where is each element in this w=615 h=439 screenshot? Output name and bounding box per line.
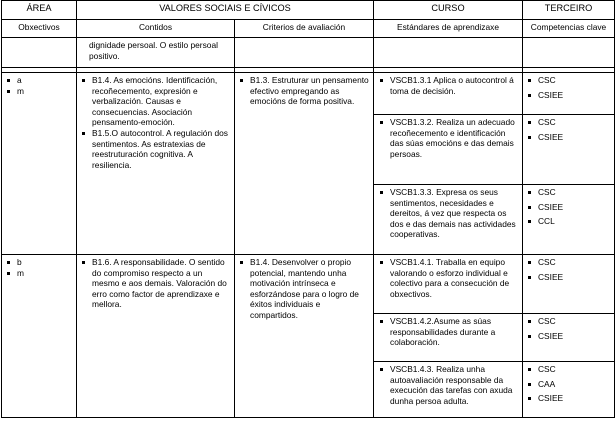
criteria-cell xyxy=(235,255,374,418)
competences-cell xyxy=(523,115,615,185)
table-row xyxy=(2,73,615,115)
criteria-cell xyxy=(235,73,374,255)
curriculum-table xyxy=(1,0,615,418)
competences-cell xyxy=(523,255,615,314)
table-row xyxy=(2,255,615,314)
competences-cell xyxy=(523,314,615,362)
contents-cell xyxy=(77,255,235,418)
criteria-item: B1.3. Estruturar un pensamento efectivo empregando as emocións de forma positiva. xyxy=(239,75,369,107)
competence-item: CCL xyxy=(527,216,610,227)
standard-item: VSCB1.3.3. Expresa os seus sentimentos, necesidades e dereitos, á vez que respecta os dos e das demais nas actividades cooperativas. xyxy=(379,187,518,240)
objectives-cell xyxy=(2,73,77,255)
objective-item: b xyxy=(6,257,72,268)
objective-item: a xyxy=(6,75,72,86)
competence-item: CAA xyxy=(527,379,610,390)
standard-cell xyxy=(374,362,523,418)
area-label: ÁREA xyxy=(2,1,77,20)
col-contents: Contidos xyxy=(77,20,235,38)
col-criteria: Criterios de avaliación xyxy=(235,20,374,38)
competence-item: CSIEE xyxy=(527,90,610,101)
competence-item: CSC xyxy=(527,316,610,327)
objective-item: m xyxy=(6,86,72,97)
competence-item: CSC xyxy=(527,364,610,375)
course-label: CURSO xyxy=(374,1,523,20)
contents-cell xyxy=(77,73,235,255)
course-value: TERCEIRO xyxy=(523,1,615,20)
continuation-row xyxy=(2,38,615,68)
standard-cell xyxy=(374,314,523,362)
standard-item: VSCB1.4.2.Asume as súas responsabilidades durante a colaboración. xyxy=(379,316,518,348)
competences-cell xyxy=(523,362,615,418)
competence-item: CSIEE xyxy=(527,272,610,283)
content-item: B1.6. A responsabilidade. O sentido do compromiso respecto a un mesmo e aos demais. Valoración do erro como factor de aprendizaxe e mellora. xyxy=(81,257,230,310)
standard-item: VSCB1.3.1 Aplica o autocontrol á toma de decisión. xyxy=(379,75,518,96)
subject-title: VALORES SOCIAIS E CÍVICOS xyxy=(77,1,374,20)
objectives-cell xyxy=(2,255,77,418)
competences-cell xyxy=(523,73,615,115)
content-item: B1.4. As emocións. Identificación, recoñecemento, expresión e verbalización. Causas e consecuencias. Asociación pensamento-emoción. xyxy=(81,75,230,128)
col-competences: Competencias clave xyxy=(523,20,615,38)
competence-item: CSC xyxy=(527,187,610,198)
contents-continuation: dignidade persoal. O estilo persoal positivo. xyxy=(77,38,235,68)
standard-cell xyxy=(374,115,523,185)
competences-cell xyxy=(523,185,615,255)
competence-item: CSIEE xyxy=(527,132,610,143)
competence-item: CSC xyxy=(527,257,610,268)
standard-item: VSCB1.4.3. Realiza unha autoavaliación responsable da execución das tarefas con axuda dunha persoa adulta. xyxy=(379,364,518,406)
col-standards: Estándares de aprendizaxe xyxy=(374,20,523,38)
col-objectives: Obxectivos xyxy=(2,20,77,38)
column-header-row xyxy=(2,20,615,38)
criteria-item: B1.4. Desenvolver o propio potencial, mantendo unha motivación intrínseca e esforzándose para o logro de éxitos individuais e compartidos. xyxy=(239,257,369,321)
standard-item: VSCB1.3.2. Realiza un adecuado recoñecemento e identificación das súas emocións e das demais persoas. xyxy=(379,117,518,159)
competence-item: CSIEE xyxy=(527,331,610,342)
competence-item: CSIEE xyxy=(527,393,610,404)
objective-item: m xyxy=(6,268,72,279)
content-item: B1.5.O autocontrol. A regulación dos sentimentos. As estratexias de reestruturación cognitiva. A resiliencia. xyxy=(81,128,230,170)
standard-cell xyxy=(374,73,523,115)
standard-cell xyxy=(374,255,523,314)
competence-item: CSC xyxy=(527,75,610,86)
competence-item: CSC xyxy=(527,117,610,128)
competence-item: CSIEE xyxy=(527,202,610,213)
standard-item: VSCB1.4.1. Traballa en equipo valorando o esforzo individual e colectivo para a consecución de obxectivos. xyxy=(379,257,518,299)
standard-cell xyxy=(374,185,523,255)
header-row xyxy=(2,1,615,20)
